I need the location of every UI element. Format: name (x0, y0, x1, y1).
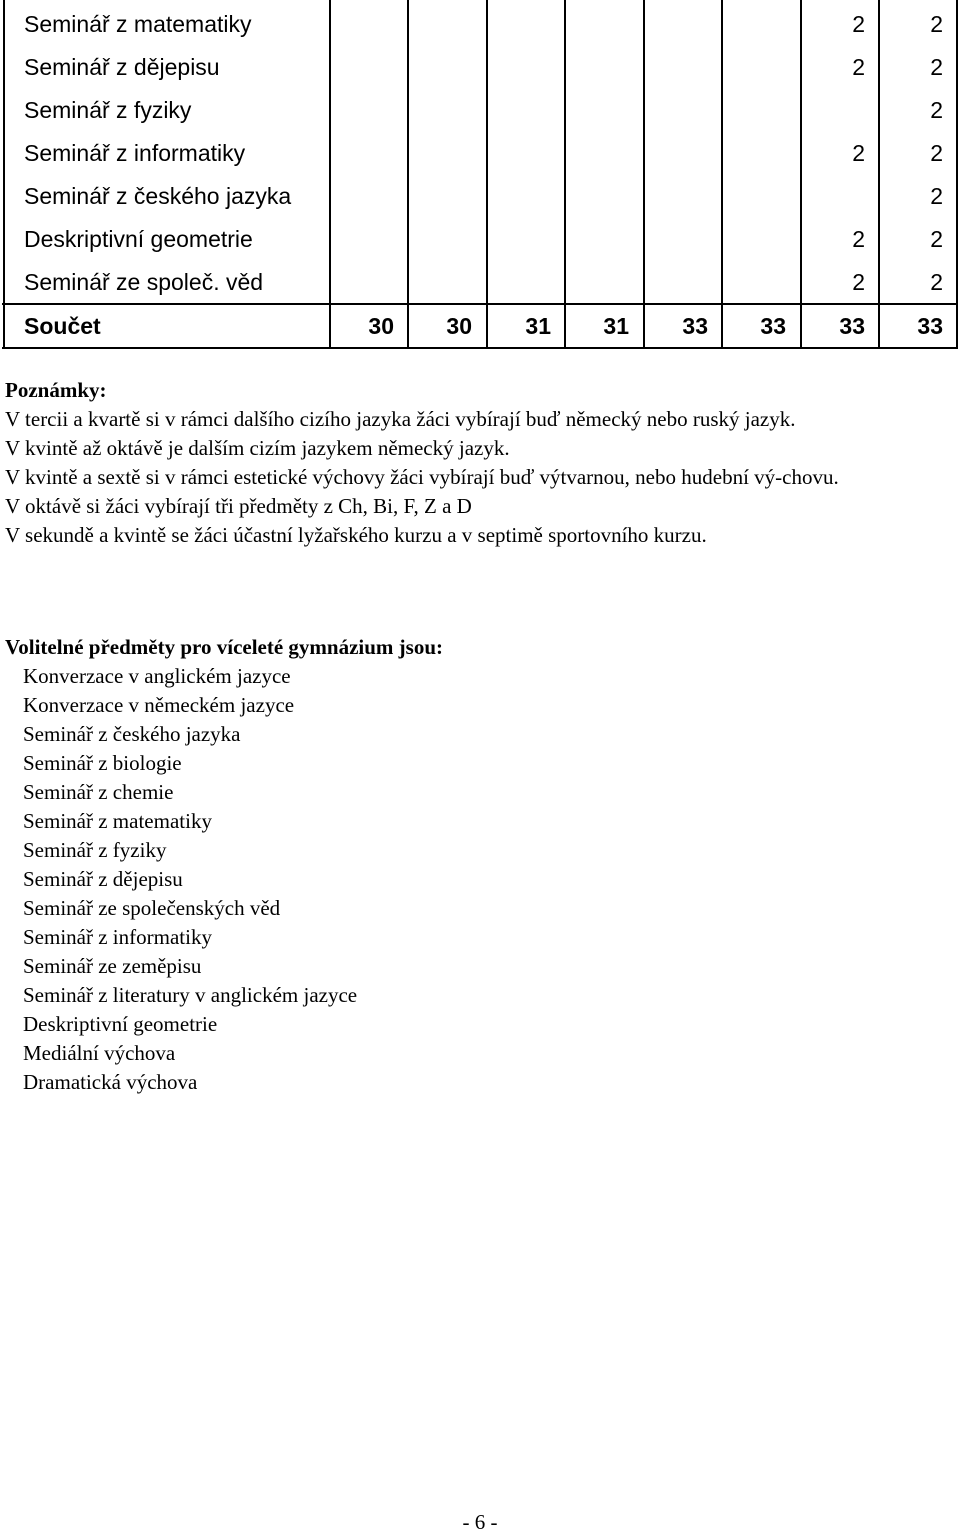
table-cell: 2 (930, 97, 943, 123)
table-row (0, 175, 960, 218)
page-number: - 6 - (462, 1510, 498, 1534)
electives-section (5, 633, 443, 1097)
total-label: Součet (24, 313, 101, 339)
table-cell: 30 (446, 313, 472, 339)
list-item: Konverzace v německém jazyce (23, 693, 295, 717)
note-line: V sekundě a kvintě se žáci účastní lyžařského kurzu a v septimě sportovního kurzu. (5, 523, 707, 547)
table-cell: 2 (852, 54, 865, 80)
table-cell: 31 (603, 313, 629, 339)
table-cell: 33 (917, 313, 943, 339)
table-cell: 2 (852, 140, 865, 166)
table-row (0, 46, 960, 89)
subject-name: Seminář ze společ. věd (24, 269, 264, 295)
note-line: V kvintě až oktávě je dalším cizím jazykem německý jazyk. (5, 436, 510, 460)
list-item: Seminář ze zeměpisu (23, 954, 202, 978)
table-row (0, 3, 960, 46)
subject-name: Seminář z fyziky (24, 97, 192, 123)
subject-name: Seminář z českého jazyka (24, 183, 292, 209)
table-cell: 2 (852, 226, 865, 252)
subject-name: Seminář z dějepisu (24, 54, 220, 80)
subject-name: Seminář z informatiky (24, 140, 246, 166)
list-item: Dramatická výchova (23, 1070, 198, 1094)
list-item: Seminář z matematiky (23, 809, 212, 833)
list-item: Seminář z českého jazyka (23, 722, 241, 746)
table-cell: 33 (682, 313, 708, 339)
notes-heading: Poznámky: (5, 378, 107, 402)
note-line: V oktávě si žáci vybírají tři předměty z Ch, Bi, F, Z a D (5, 494, 472, 518)
note-line: V tercii a kvartě si v rámci dalšího cizího jazyka žáci vybírají buď německý nebo ruský jazyk. (5, 407, 796, 431)
table-row (0, 89, 960, 132)
subject-name: Seminář z matematiky (24, 11, 252, 37)
list-item: Konverzace v anglickém jazyce (23, 664, 291, 688)
table-cell: 31 (525, 313, 551, 339)
table-cell: 2 (930, 226, 943, 252)
electives-heading: Volitelné předměty pro víceleté gymnázium jsou: (5, 635, 444, 659)
notes-section (5, 376, 935, 550)
table-cell: 2 (930, 140, 943, 166)
table-cell: 2 (930, 54, 943, 80)
list-item: Seminář z dějepisu (23, 867, 183, 891)
list-item: Seminář ze společenských věd (23, 896, 281, 920)
table-cell: 2 (930, 11, 943, 37)
list-item: Seminář z fyziky (23, 838, 167, 862)
table-cell: 33 (839, 313, 865, 339)
list-item: Deskriptivní geometrie (23, 1012, 218, 1036)
table-row (0, 132, 960, 175)
list-item: Seminář z biologie (23, 751, 182, 775)
table-total-row (0, 305, 960, 348)
table-cell: 30 (368, 313, 394, 339)
table-cell: 2 (852, 269, 865, 295)
list-item: Seminář z literatury v anglickém jazyce (23, 983, 358, 1007)
table-cell: 2 (852, 11, 865, 37)
subject-name: Deskriptivní geometrie (24, 226, 253, 252)
table-cell: 2 (930, 183, 943, 209)
list-item: Mediální výchova (23, 1041, 176, 1065)
electives-list (5, 662, 443, 1097)
table-row (0, 218, 960, 261)
table-cell: 33 (760, 313, 786, 339)
list-item: Seminář z chemie (23, 780, 174, 804)
table-row (0, 261, 960, 304)
table-cell: 2 (930, 269, 943, 295)
list-item: Seminář z informatiky (23, 925, 212, 949)
note-line: V kvintě a sextě si v rámci estetické výchovy žáci vybírají buď výtvarnou, nebo hudební vý-chovu. (5, 465, 839, 489)
